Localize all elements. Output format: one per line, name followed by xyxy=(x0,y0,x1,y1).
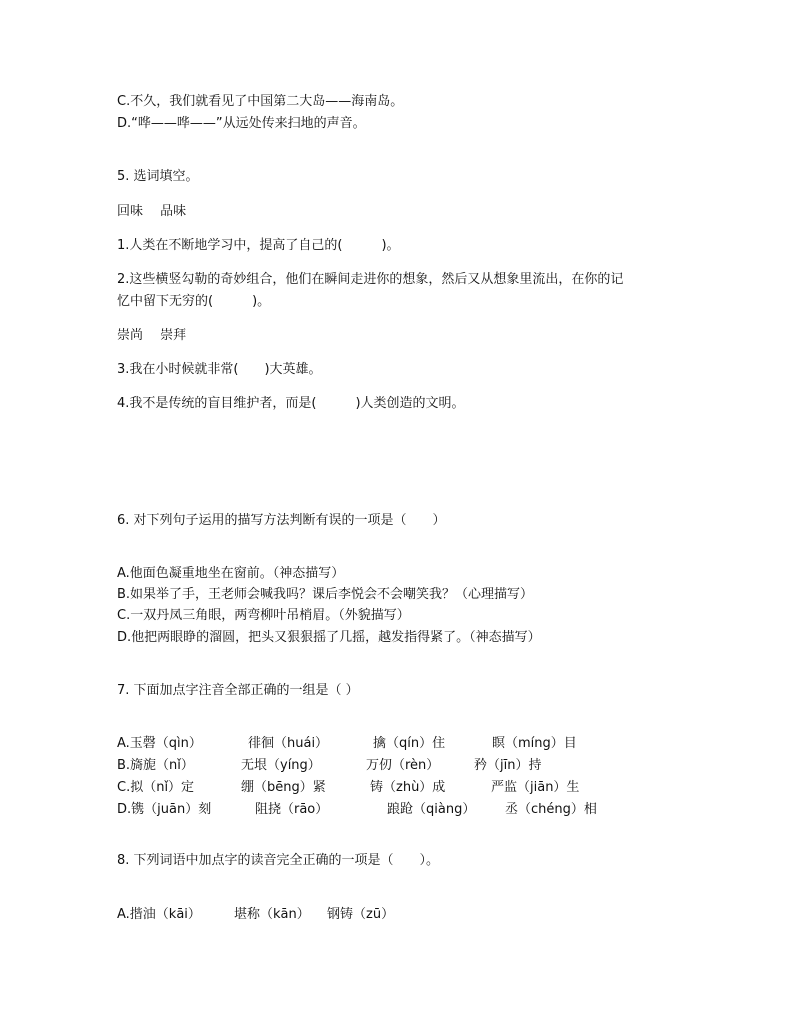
q7-row-c-cell: 绷（bēng）紧 xyxy=(241,780,326,795)
q7-row-b-cell: 矜（jīn）持 xyxy=(474,758,542,773)
q8-title: 8. 下列词语中加点字的读音完全正确的一项是（ ）。 xyxy=(117,853,440,868)
q7-row-d-cell: 踉跄（qiàng） xyxy=(387,802,476,817)
q8-option-a-cell: A.揩油（kāi） xyxy=(117,907,201,922)
q7-row-c-cell: C.拟（nǐ）定 xyxy=(117,780,195,795)
q5-sentence-2-line-1: 2.这些横竖勾勒的奇妙组合，他们在瞬间走进你的想象，然后又从想象里流出，在你的记 xyxy=(117,272,624,287)
q7-row-c-cell: 严监（jiān）生 xyxy=(491,780,580,795)
q7-row-a-cell: 瞑（míng）目 xyxy=(492,736,577,751)
q8-option-a-cell: 钢铸（zū） xyxy=(327,907,395,922)
q6-option-d: D.他把两眼睁的溜圆，把头又狠狠摇了几摇，越发指得紧了。（神态描写） xyxy=(117,630,541,645)
q5-sentence-2-line-2: 忆中留下无穷的( )。 xyxy=(117,294,271,309)
q5-sentence-4: 4.我不是传统的盲目维护者，而是( )人类创造的文明。 xyxy=(117,396,465,411)
q7-row-b-cell: B.旖旎（nǐ） xyxy=(117,758,194,773)
q7-row-a-cell: 擒（qín）住 xyxy=(373,736,446,751)
q5-sentence-1: 1.人类在不断地学习中，提高了自己的( )。 xyxy=(117,238,400,253)
q6-option-c: C.一双丹凤三角眼，两弯柳叶吊梢眉。（外貌描写） xyxy=(117,608,410,623)
q7-row-d-cell: 阻挠（rāo） xyxy=(255,802,329,817)
q7-row-b-cell: 无垠（yíng） xyxy=(241,758,321,773)
q6-option-b: B.如果举了手，王老师会喊我吗？课后李悦会不会嘲笑我？（心理描写） xyxy=(117,587,534,602)
q4-option-d: D.“哗——哗——”从远处传来扫地的声音。 xyxy=(117,116,366,131)
q7-row-d-cell: 丞（chéng）相 xyxy=(505,802,597,817)
q6-option-a: A.他面色凝重地坐在窗前。（神态描写） xyxy=(117,566,345,581)
q5-word-group-2: 崇尚 崇拜 xyxy=(117,328,187,343)
q6-title: 6. 对下列句子运用的描写方法判断有误的一项是（ ） xyxy=(117,513,446,528)
q7-row-c-cell: 铸（zhù）成 xyxy=(370,780,446,795)
q4-option-c: C.不久，我们就看见了中国第二大岛——海南岛。 xyxy=(117,94,404,109)
q7-row-a-cell: 徘徊（huái） xyxy=(248,736,329,751)
q5-sentence-3: 3.我在小时候就非常( )大英雄。 xyxy=(117,362,322,377)
q5-word-group-1: 回味 品味 xyxy=(117,204,187,219)
q7-row-d-cell: D.镌（juān）刻 xyxy=(117,802,212,817)
q7-row-a-cell: A.玉磬（qìn） xyxy=(117,736,202,751)
q5-title: 5. 选词填空。 xyxy=(117,169,199,184)
q7-title: 7. 下面加点字注音全部正确的一组是（ ） xyxy=(117,683,359,698)
q7-row-b-cell: 万仞（rèn） xyxy=(366,758,440,773)
q8-option-a-cell: 堪称（kān） xyxy=(234,907,310,922)
